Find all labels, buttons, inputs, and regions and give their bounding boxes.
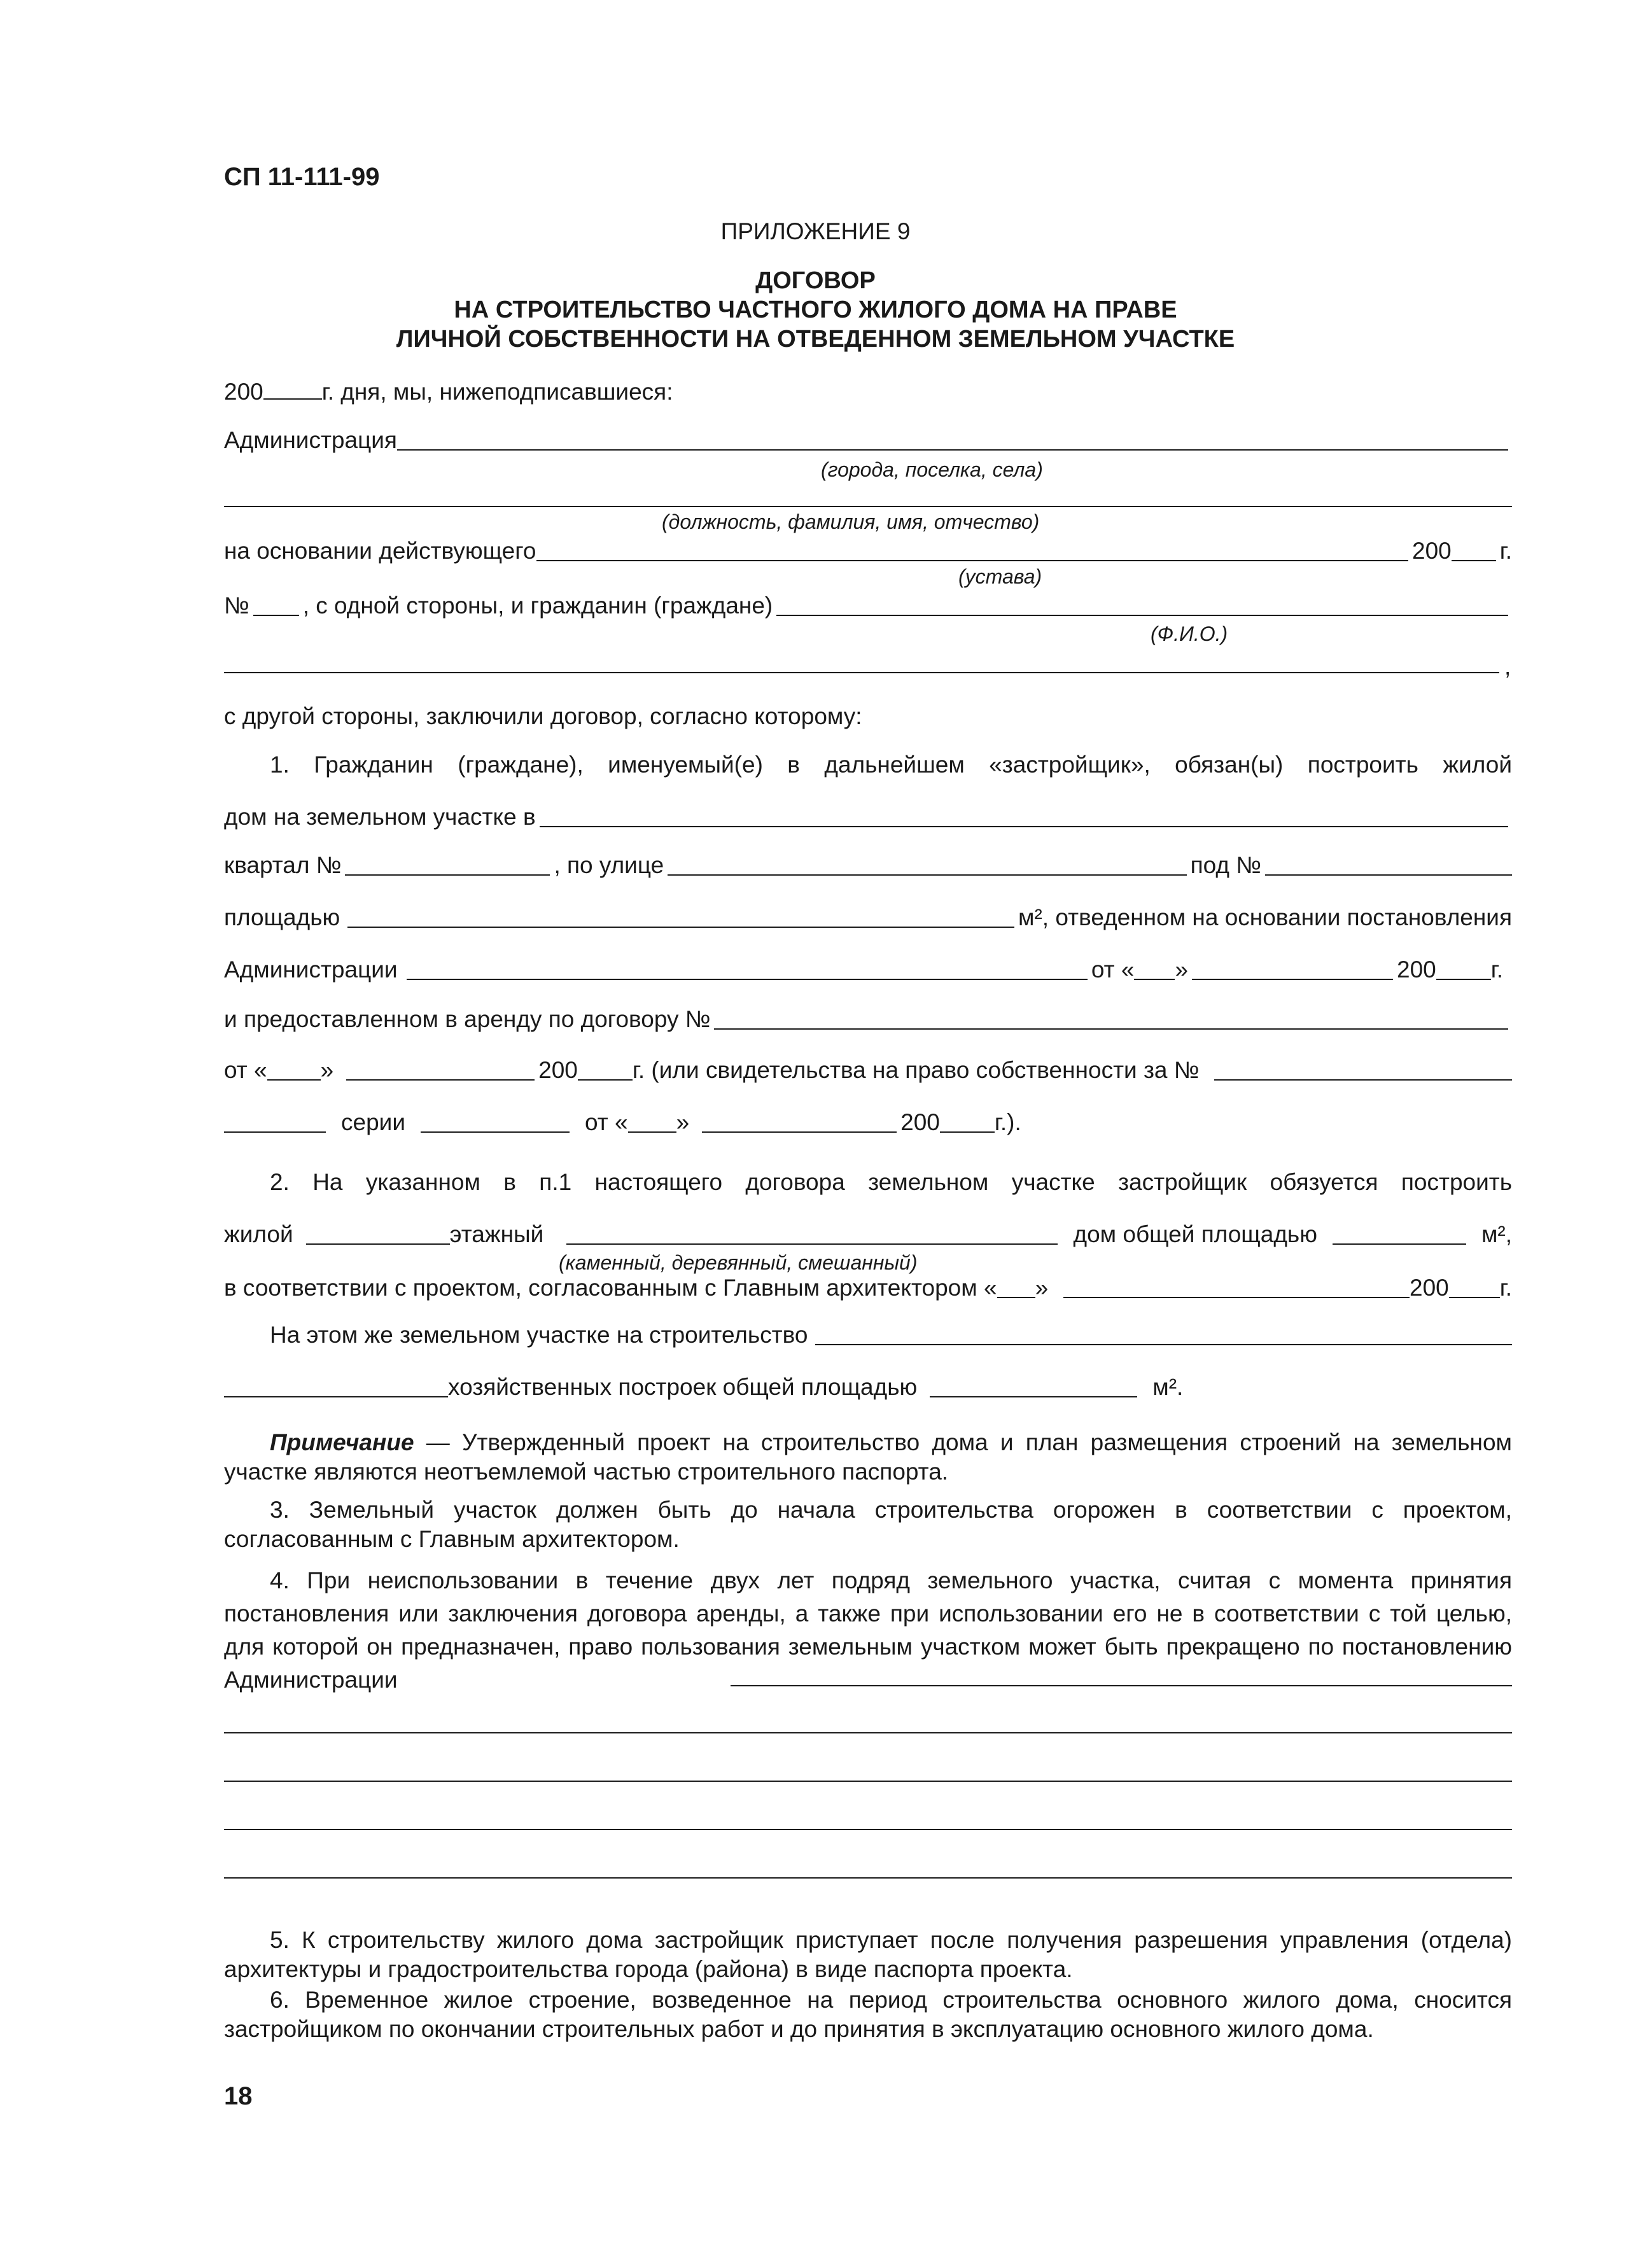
blank-line-2[interactable]: [224, 1781, 1512, 1782]
decree-day-field[interactable]: [1134, 978, 1175, 980]
street-label: , по улице: [554, 852, 664, 878]
plot-row: [224, 803, 1512, 831]
floors-field[interactable]: [306, 1243, 450, 1245]
title-line-2: НА СТРОИТЕЛЬСТВО ЧАСТНОГО ЖИЛОГО ДОМА НА ПРАВЕ: [454, 297, 1177, 323]
basis-row: [224, 537, 1512, 565]
m2-label: м²,: [1481, 1221, 1512, 1247]
clause6-text: 6. Временное жилое строение, возведенное на период строительства основного жилого дома, сносится застройщиком по окончании строительных работ и до принятия в эксплуатацию основного жилого дома.: [224, 1987, 1512, 2042]
material-hint: (каменный, деревянный, смешанный): [559, 1251, 918, 1274]
lease-year-blank[interactable]: [578, 1079, 633, 1081]
date-line: [224, 378, 673, 406]
outbuildings-type-field[interactable]: [224, 1396, 448, 1397]
clause1-text: 1. Гражданин (граждане), именуемый(е) в дальнейшем «застройщик», обязан(ы) построить жилой: [270, 752, 1512, 778]
quarter-field[interactable]: [345, 874, 550, 876]
house-area-label: дом общей площадью: [1073, 1221, 1317, 1247]
clause3-text: 3. Земельный участок должен быть до начала строительства огорожен в соответствии с проектом, согласованным с Главным архитектором.: [224, 1497, 1512, 1552]
residential-row: [224, 1221, 1512, 1249]
according-label: в соответствии с проектом, согласованным с Главным архитектором «: [224, 1275, 997, 1301]
clause5-text: 5. К строительству жилого дома застройщик приступает после получения разрешения управления (отдела) архитектуры и градостроительства города (района) в виде паспорта проекта.: [224, 1927, 1512, 1982]
admin-hint: (города, поселка, села): [821, 458, 1043, 481]
from-open: от «: [1091, 956, 1135, 983]
decree-year: 200: [1397, 956, 1436, 983]
basis-year: 200: [1412, 538, 1452, 564]
party-text: , с одной стороны, и гражданин (граждане): [302, 592, 773, 619]
decree-month-field[interactable]: [1192, 978, 1393, 980]
fio-hint: (Ф.И.О.): [1151, 622, 1228, 645]
outbuildings-row: [224, 1373, 1255, 1401]
lease-day-field[interactable]: [267, 1079, 321, 1081]
quarter-label: квартал №: [224, 852, 342, 878]
area-row: [224, 904, 1512, 932]
title-line-1: ДОГОВОР: [755, 267, 876, 294]
document-code: СП 11-111-99: [224, 163, 380, 191]
basis-year-blank[interactable]: [1452, 559, 1496, 561]
outbuildings-area-field[interactable]: [930, 1396, 1137, 1397]
admin-label: Администрация: [224, 427, 397, 453]
comma: ,: [1504, 654, 1511, 680]
page-number: 18: [224, 2082, 253, 2110]
cert-day-field[interactable]: [628, 1131, 676, 1133]
party-row: [224, 592, 1512, 620]
lease-field[interactable]: [714, 1028, 1508, 1030]
date-suffix: г. дня, мы, нижеподписавшиеся:: [321, 379, 673, 405]
close-quote: »: [1175, 956, 1188, 983]
admin-field[interactable]: [397, 449, 1508, 451]
series-label: серии: [341, 1109, 405, 1135]
arch-close-quote: »: [1035, 1275, 1049, 1301]
or-certificate: г. (или свидетельства на право собственности за №: [632, 1057, 1200, 1083]
charter-hint: (устава): [958, 565, 1042, 588]
quarter-row: [224, 851, 1512, 879]
street-field[interactable]: [668, 874, 1186, 876]
plot-label: дом на земельном участке в: [224, 804, 536, 830]
under-no-field[interactable]: [1265, 874, 1512, 876]
basis-field[interactable]: [536, 560, 1409, 561]
same-plot-row: [270, 1321, 1512, 1349]
charter-no-field[interactable]: [253, 614, 299, 616]
cert-year: 200: [900, 1109, 940, 1135]
position-hint: (должность, фамилия, имя, отчество): [662, 510, 1040, 533]
annex-label: ПРИЛОЖЕНИЕ 9: [720, 218, 911, 244]
admin-row: [224, 426, 1512, 454]
clause6-paragraph: [224, 1985, 1512, 2044]
arch-month-field[interactable]: [1063, 1297, 1410, 1298]
arch-year-blank[interactable]: [1449, 1296, 1500, 1298]
series-field[interactable]: [421, 1131, 570, 1133]
clause4-paragraph: [224, 1564, 1512, 1697]
material-field[interactable]: [566, 1243, 1058, 1245]
blank-line-1[interactable]: [224, 1732, 1512, 1733]
arch-g: г.: [1499, 1275, 1512, 1301]
note-text: — Утвержденный проект на строительство дома и план размещения строений на земельном участке являются неотъемлемой частью строительного паспорта.: [224, 1429, 1512, 1485]
lease-month-field[interactable]: [346, 1079, 535, 1081]
citizen-field-2[interactable]: [224, 672, 1499, 673]
cert-month-field[interactable]: [702, 1131, 897, 1133]
lease-year: 200: [538, 1057, 578, 1083]
arch-day-field[interactable]: [997, 1296, 1035, 1298]
series-row: [224, 1109, 1198, 1137]
decree-g: г.: [1490, 956, 1503, 983]
position-field[interactable]: [224, 506, 1512, 507]
close-quote-2: »: [320, 1057, 334, 1083]
decree-year-blank[interactable]: [1436, 978, 1491, 980]
admin-decree-row: [224, 956, 1503, 984]
citizen-field[interactable]: [776, 615, 1508, 616]
note-paragraph: [224, 1428, 1512, 1487]
same-plot-label: На этом же земельном участке на строительство: [270, 1322, 808, 1348]
from-open-3: от «: [585, 1109, 628, 1135]
cert-year-blank[interactable]: [940, 1131, 995, 1133]
close-quote-3: »: [676, 1109, 690, 1135]
clause4-text: 4. При неиспользовании в течение двух лет подряд земельного участка, считая с момента принятия постановления или заключения договора аренды, а также при использовании его не в соответствии с той целью, для которой он предназначен, право пользования земельным участком может быть прекращено по постановлению Администрации: [224, 1567, 1512, 1693]
residential-label: жилой: [224, 1221, 293, 1247]
m2-end-label: м².: [1152, 1374, 1184, 1400]
no-label: №: [224, 592, 249, 619]
title-line-3: ЛИЧНОЙ СОБСТВЕННОСТИ НА ОТВЕДЕННОМ ЗЕМЕЛЬНОМ УЧАСТКЕ: [396, 326, 1235, 353]
storey-label: этажный: [449, 1221, 544, 1247]
outbuildings-label: хозяйственных построек общей площадью: [448, 1374, 918, 1400]
cert-g-close: г.).: [994, 1109, 1021, 1135]
under-no-label: под №: [1190, 852, 1261, 878]
administration-label: Администрации: [224, 956, 398, 983]
clause5-paragraph: [224, 1926, 1512, 1984]
area-label: площадью: [224, 904, 340, 930]
m2-allocated: м², отведенном на основании постановления: [1018, 904, 1512, 930]
area-field[interactable]: [347, 927, 1014, 928]
decree-field[interactable]: [407, 979, 1088, 980]
blank-line-4[interactable]: [224, 1877, 1512, 1879]
basis-label: на основании действующего: [224, 538, 536, 564]
clause2-text: 2. На указанном в п.1 настоящего договора земельном участке застройщик обязуется построить: [270, 1169, 1512, 1195]
basis-g: г.: [1499, 538, 1512, 564]
clause4-field[interactable]: [731, 1685, 1512, 1686]
blank-line-3[interactable]: [224, 1829, 1512, 1830]
note-label: Примечание: [270, 1429, 414, 1455]
date-blank[interactable]: [263, 379, 322, 400]
arch-year: 200: [1410, 1275, 1449, 1301]
certificate-no-field-2[interactable]: [224, 1131, 326, 1133]
lease-row: [224, 1005, 1512, 1033]
architect-row: [224, 1274, 1512, 1302]
clause3-paragraph: [224, 1495, 1512, 1554]
other-side-text: с другой стороны, заключили договор, согласно которому:: [224, 703, 862, 729]
lease-label: и предоставленном в аренду по договору №: [224, 1006, 711, 1032]
date-prefix: 200: [224, 379, 263, 405]
lease-date-row: [224, 1056, 1512, 1084]
certificate-no-field[interactable]: [1214, 1079, 1512, 1081]
house-area-field[interactable]: [1333, 1243, 1466, 1245]
from-open-2: от «: [224, 1057, 267, 1083]
same-plot-field[interactable]: [815, 1344, 1512, 1345]
plot-field[interactable]: [540, 826, 1508, 827]
